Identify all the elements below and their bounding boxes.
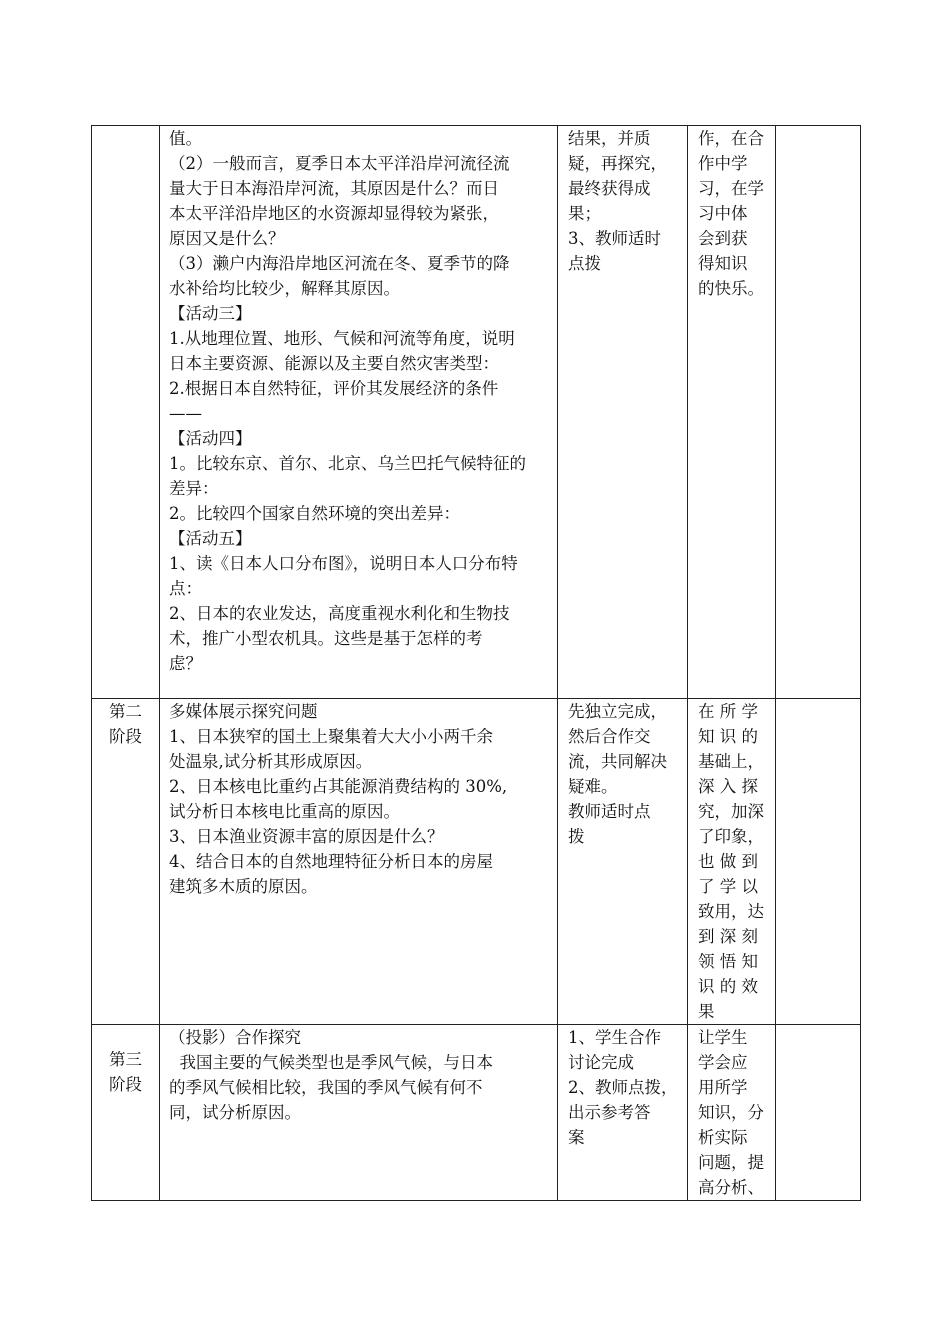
content-line: 同，试分析原因。 (169, 1103, 301, 1122)
student-line: 3、教师适时 (568, 229, 661, 248)
intent-line: 得知识 (698, 254, 748, 273)
table-row (92, 699, 861, 1025)
intent-line: 致用，达 (698, 902, 764, 921)
content-line: 【活动四】 (169, 429, 252, 448)
content-line: 【活动五】 (169, 529, 252, 548)
student-lines (558, 126, 687, 276)
content-line: 2、日本的农业发达，高度重视水利化和生物技 (169, 604, 510, 623)
content-line: 原因又是什么？ (169, 229, 285, 248)
student-line: 最终获得成 (568, 179, 651, 198)
student-line: 教师适时点 (568, 802, 651, 821)
intent-line: 析实际 (698, 1128, 748, 1147)
content-line: 建筑多木质的原因。 (169, 877, 318, 896)
design-intent-cell (688, 699, 776, 1025)
intent-line: 基础上， (698, 752, 764, 771)
content-line: 日本主要资源、能源以及主要自然灾害类型： (169, 354, 499, 373)
stage-cell (92, 1025, 160, 1201)
lesson-plan-table (91, 125, 861, 1201)
content-line: 3、日本渔业资源丰富的原因是什么？ (169, 827, 444, 846)
content-line: 1.从地理位置、地形、气候和河流等角度，说明 (169, 329, 515, 348)
note-cell (776, 126, 861, 699)
content-cell (160, 1025, 558, 1201)
note-cell (776, 1025, 861, 1201)
intent-line: 作中学 (698, 154, 748, 173)
content-lines (160, 126, 557, 676)
content-line: （投影）合作探究 (169, 1028, 301, 1047)
content-line: 值。 (169, 129, 202, 148)
intent-line: 的快乐。 (698, 279, 764, 298)
content-line: 量大于日本海沿岸河流，其原因是什么？而日 (169, 179, 499, 198)
content-line: 2、日本核电比重约占其能源消费结构的 30%, (169, 777, 508, 796)
content-cell (160, 126, 558, 699)
student-line: 案 (568, 1128, 585, 1147)
student-line: 点拨 (568, 254, 601, 273)
intent-line: 在 所 学 (698, 702, 758, 721)
student-line: 拨 (568, 827, 585, 846)
content-line: 术，推广小型农机具。这些是基于怎样的考 (169, 629, 483, 648)
content-line: 我国主要的气候类型也是季风气候，与日本 (169, 1053, 493, 1072)
student-activity-cell (558, 126, 688, 699)
content-line: 点： (169, 579, 202, 598)
student-line: 出示参考答 (568, 1103, 651, 1122)
content-line: 的季风气候相比较，我国的季风气候有何不 (169, 1078, 483, 1097)
intent-line: 知识，分 (698, 1103, 764, 1122)
intent-line: 让学生 (698, 1028, 748, 1047)
content-line: 【活动三】 (169, 304, 252, 323)
content-line: 处温泉,试分析其形成原因。 (169, 752, 373, 771)
stage-cell (92, 699, 160, 1025)
intent-line: 究，加深 (698, 802, 764, 821)
content-cell (160, 699, 558, 1025)
intent-line: 会到获 (698, 229, 748, 248)
intent-line: 习中体 (698, 204, 748, 223)
design-intent-cell (688, 126, 776, 699)
intent-line: 作，在合 (698, 129, 764, 148)
content-line: 虑？ (169, 654, 202, 673)
content-line: 水补给均比较少，解释其原因。 (169, 279, 400, 298)
intent-line: 高分析、 (698, 1178, 764, 1197)
design-intent-cell (688, 1025, 776, 1201)
intent-line: 识 的 效 (698, 977, 758, 996)
intent-line: 果 (698, 1002, 715, 1021)
intent-line: 习，在学 (698, 179, 764, 198)
stage-label: 第三 阶段 (109, 1050, 142, 1094)
student-activity-cell (558, 699, 688, 1025)
intent-line: 知 识 的 (698, 727, 758, 746)
content-line: —— (169, 404, 202, 423)
student-line: 疑，再探究， (568, 154, 667, 173)
student-lines (558, 699, 687, 849)
note-cell (776, 699, 861, 1025)
student-line: 先独立完成， (568, 702, 667, 721)
content-line: 多媒体展示探究问题 (169, 702, 318, 721)
intent-line: 问题，提 (698, 1153, 764, 1172)
intent-line: 也 做 到 (698, 852, 758, 871)
content-line: 1、日本狭窄的国土上聚集着大大小小两千余 (169, 727, 493, 746)
table-row (92, 126, 861, 699)
content-lines (160, 699, 557, 899)
stage-label: 第二 阶段 (109, 702, 142, 746)
intent-lines (688, 126, 775, 301)
intent-lines (688, 1025, 775, 1200)
intent-line: 深 入 探 (698, 777, 758, 796)
content-line: （2）一般而言，夏季日本太平洋沿岸河流径流 (169, 154, 510, 173)
content-line: 1。比较东京、首尔、北京、乌兰巴托气候特征的 (169, 454, 526, 473)
student-lines (558, 1025, 687, 1150)
table-row (92, 1025, 861, 1201)
intent-line: 用所学 (698, 1078, 748, 1097)
student-line: 流，共同解决 (568, 752, 667, 771)
content-line: 本太平洋沿岸地区的水资源却显得较为紧张， (169, 204, 499, 223)
intent-line: 了印象， (698, 827, 764, 846)
student-line: 果； (568, 204, 601, 223)
student-line: 1、学生合作 (568, 1028, 661, 1047)
intent-line: 到 深 刻 (698, 927, 758, 946)
content-line: 试分析日本核电比重高的原因。 (169, 802, 400, 821)
content-lines (160, 1025, 557, 1125)
student-line: 然后合作交 (568, 727, 651, 746)
content-line: 1、读《日本人口分布图》，说明日本人口分布特 (169, 554, 518, 573)
content-line: 4、结合日本的自然地理特征分析日本的房屋 (169, 852, 493, 871)
content-line: （3）濑户内海沿岸地区河流在冬、夏季节的降 (169, 254, 510, 273)
content-line: 差异： (169, 479, 219, 498)
intent-lines (688, 699, 775, 1024)
student-activity-cell (558, 1025, 688, 1201)
intent-line: 领 悟 知 (698, 952, 758, 971)
intent-line: 了 学 以 (698, 877, 758, 896)
intent-line: 学会应 (698, 1053, 748, 1072)
student-line: 结果，并质 (568, 129, 651, 148)
student-line: 讨论完成 (568, 1053, 634, 1072)
content-line: 2。比较四个国家自然环境的突出差异： (169, 504, 460, 523)
content-line: 2.根据日本自然特征，评价其发展经济的条件 (169, 379, 499, 398)
stage-cell (92, 126, 160, 699)
student-line: 疑难。 (568, 777, 618, 796)
student-line: 2、教师点拨， (568, 1078, 678, 1097)
